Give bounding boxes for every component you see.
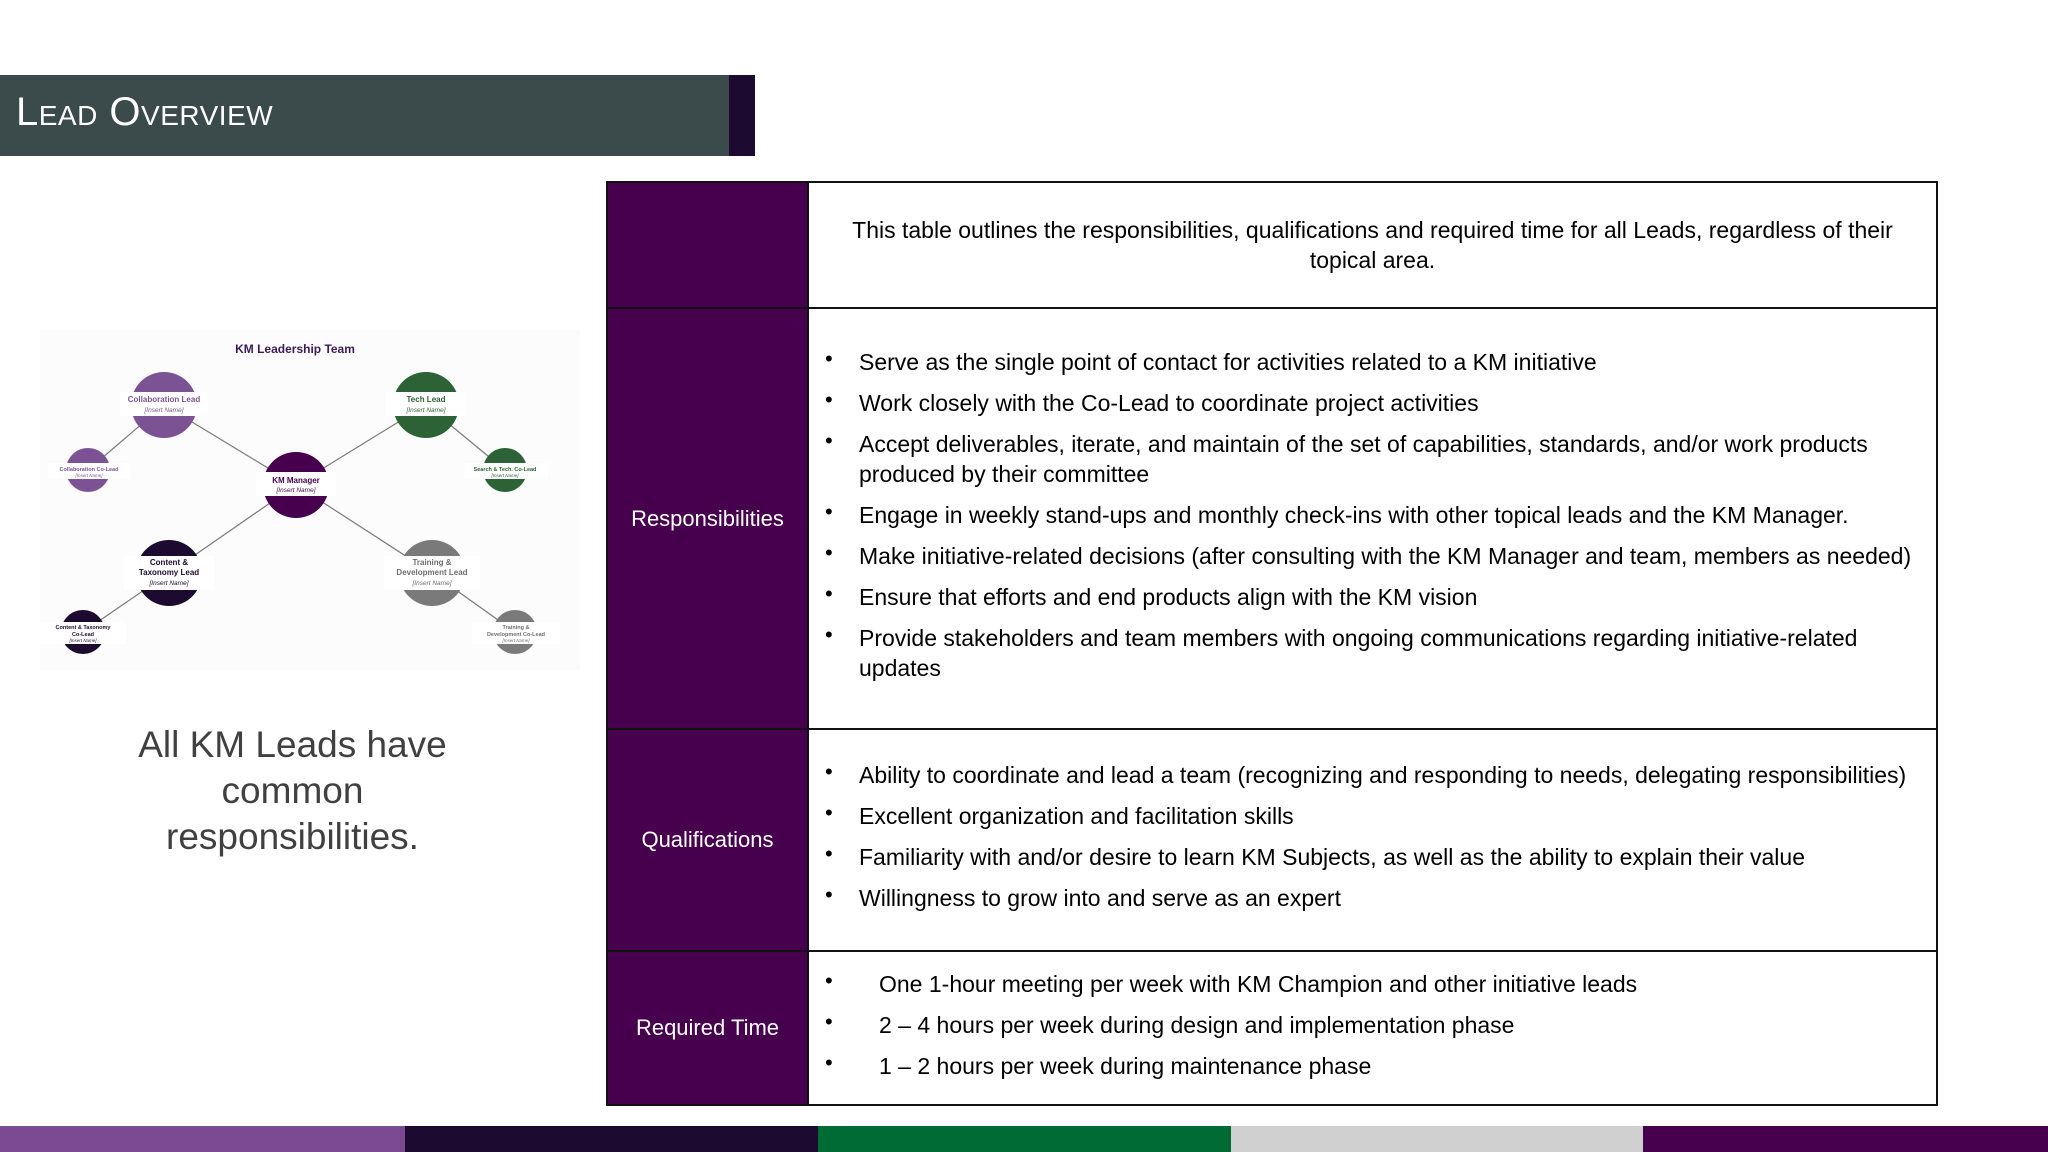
org-node-collaboration-co-lead	[48, 448, 130, 492]
org-node-collaboration-lead	[120, 372, 208, 438]
svg-text:[Insert Name]: [Insert Name]	[69, 638, 97, 643]
svg-text:Development Co-Lead: Development Co-Lead	[486, 632, 546, 638]
org-node-km-manager	[256, 452, 336, 518]
table-label-empty	[607, 182, 808, 308]
svg-text:Development Lead: Development Lead	[396, 568, 468, 577]
svg-text:Tech Lead: Tech Lead	[406, 395, 446, 404]
list-item: • Familiarity with and/or desire to learn KM Subjects, as well as the ability to explain their value	[823, 842, 1922, 872]
svg-text:Content & Taxonomy: Content & Taxonomy	[55, 625, 111, 631]
table-row-qualifications	[607, 729, 1937, 951]
org-chart	[40, 330, 580, 670]
svg-text:[Insert Name]: [Insert Name]	[75, 473, 103, 478]
list-item: • 2 – 4 hours per week during design and implementation phase	[823, 1010, 1922, 1040]
qualifications-list	[809, 750, 1936, 930]
org-chart-title: KM Leadership Team	[235, 342, 355, 356]
list-item: • Make initiative-related decisions (after consulting with the KM Manager and team, members as needed)	[823, 541, 1922, 571]
svg-text:[Insert Name]: [Insert Name]	[412, 580, 452, 587]
footer-strip-5	[1643, 1126, 2048, 1152]
list-item: • Work closely with the Co-Lead to coordinate project activities	[823, 388, 1922, 418]
list-item: • Excellent organization and facilitation skills	[823, 801, 1922, 831]
footer-strip-2	[405, 1126, 818, 1152]
svg-text:Collaboration Co-Lead: Collaboration Co-Lead	[59, 467, 119, 473]
svg-text:[Insert Name]: [Insert Name]	[406, 407, 446, 414]
table-label-responsibilities: Responsibilities	[607, 308, 808, 729]
svg-text:Training &: Training &	[502, 625, 530, 631]
table-row-required-time	[607, 951, 1937, 1105]
list-item: • Willingness to grow into and serve as an expert	[823, 883, 1922, 913]
responsibilities-cell	[808, 308, 1937, 729]
footer-strip-1	[0, 1126, 405, 1152]
svg-text:Collaboration Lead: Collaboration Lead	[127, 395, 201, 404]
required-time-list	[809, 959, 1936, 1098]
table-intro-cell	[808, 182, 1937, 308]
footer-strip-3	[818, 1126, 1231, 1152]
org-node-content-taxonomy-co-lead	[40, 610, 126, 654]
table-row-intro	[607, 182, 1937, 308]
svg-text:[Insert Name]: [Insert Name]	[491, 473, 519, 478]
svg-text:KM Manager: KM Manager	[272, 476, 320, 485]
list-item: • Ensure that efforts and end products align with the KM vision	[823, 582, 1922, 612]
svg-text:Taxonomy Lead: Taxonomy Lead	[138, 568, 200, 577]
list-item: • Ability to coordinate and lead a team (recognizing and responding to needs, delegating responsibilities)	[823, 760, 1922, 790]
org-node-training-development-lead	[384, 540, 480, 606]
svg-text:[Insert Name]: [Insert Name]	[149, 580, 189, 587]
svg-text:Co-Lead: Co-Lead	[72, 632, 94, 638]
list-item: • 1 – 2 hours per week during maintenance phase	[823, 1051, 1922, 1081]
svg-text:Content &: Content &	[149, 558, 189, 567]
list-item: • One 1-hour meeting per week with KM Champion and other initiative leads	[823, 969, 1922, 999]
svg-text:[Insert Name]: [Insert Name]	[144, 407, 184, 414]
list-item: • Provide stakeholders and team members with ongoing communications regarding initiative-related updates	[823, 623, 1922, 683]
required-time-cell	[808, 951, 1937, 1105]
svg-text:[Insert Name]: [Insert Name]	[276, 487, 316, 494]
table-row-responsibilities	[607, 308, 1937, 729]
org-node-training-development-co-lead	[472, 610, 560, 654]
table-label-qualifications: Qualifications	[607, 729, 808, 951]
side-caption: All KM Leads have common responsibilities.	[138, 724, 447, 857]
svg-text:Search & Tech. Co-Lead: Search & Tech. Co-Lead	[473, 467, 537, 473]
table-intro-text: This table outlines the responsibilities, qualifications and required time for all Leads, regardless of their topical area.	[852, 217, 1893, 273]
page-title: Lead Overview	[16, 90, 274, 134]
lead-overview-table	[606, 181, 1938, 1106]
qualifications-cell	[808, 729, 1937, 951]
list-item: • Serve as the single point of contact for activities related to a KM initiative	[823, 347, 1922, 377]
svg-text:Training &: Training &	[412, 558, 452, 567]
list-item: • Accept deliverables, iterate, and maintain of the set of capabilities, standards, and/or work products produced by their committee	[823, 429, 1922, 489]
footer-strip-4	[1231, 1126, 1643, 1152]
svg-text:[Insert Name]: [Insert Name]	[502, 638, 530, 643]
list-item: • Engage in weekly stand-ups and monthly check-ins with other topical leads and the KM Manager.	[823, 500, 1922, 530]
title-accent-bar	[729, 75, 755, 156]
org-node-content-taxonomy-lead	[124, 540, 214, 606]
responsibilities-list	[809, 337, 1936, 700]
table-label-required-time: Required Time	[607, 951, 808, 1105]
org-node-search-tech-co-lead	[464, 448, 548, 492]
